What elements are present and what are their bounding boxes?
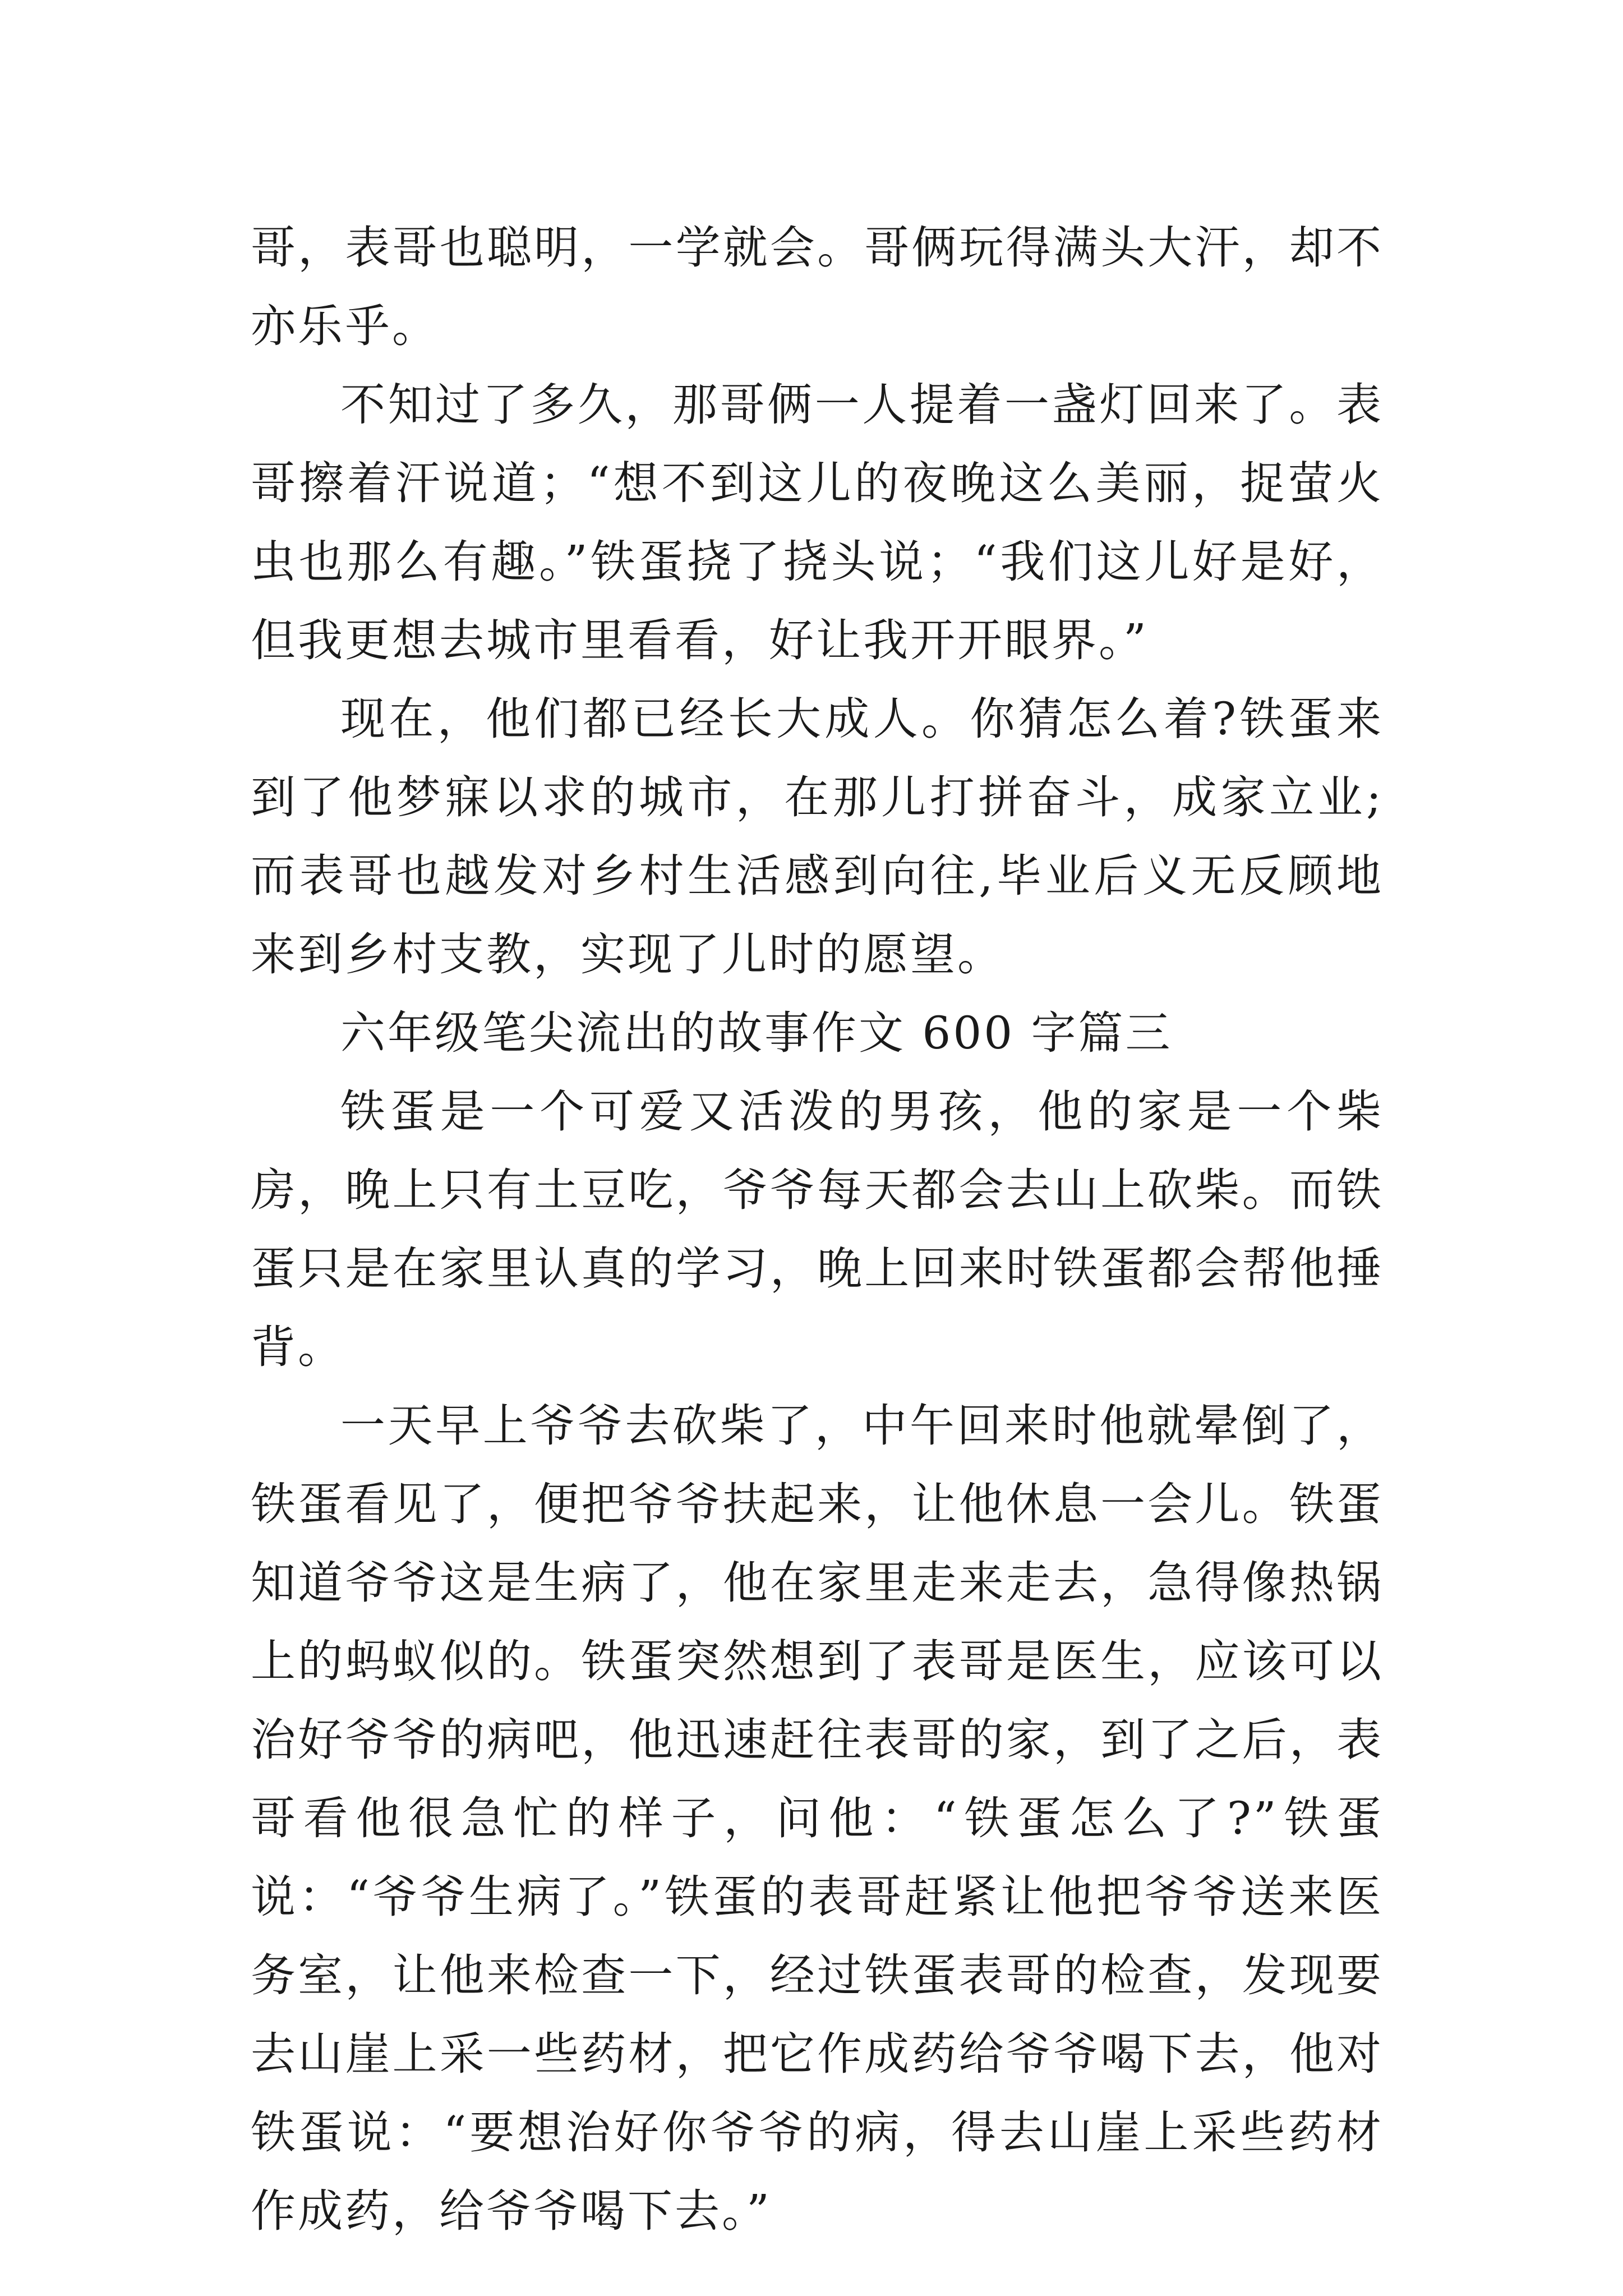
document-body (251, 209, 1384, 2251)
paragraph-continued: 哥，表哥也聪明，一学就会。哥俩玩得满头大汗，却不亦乐乎。 (251, 222, 1384, 352)
paragraph: 不知过了多久，那哥俩一人提着一盏灯回来了。表哥擦着汗说道；“想不到这儿的夜晚这么美丽，捉萤火虫也那么有趣。”铁蛋挠了挠头说；“我们这儿好是好，但我更想去城市里看看，好让我开开眼界。” (251, 379, 1384, 666)
section-heading: 六年级笔尖流出的故事作文 600 字篇三 (340, 1007, 1173, 1059)
paragraph: 一天早上爷爷去砍柴了，中午回来时他就晕倒了，铁蛋看见了，便把爷爷扶起来，让他休息一会儿。铁蛋知道爷爷这是生病了，他在家里走来走去，急得像热锅上的蚂蚁似的。铁蛋突然想到了表哥是医生，应该可以治好爷爷的病吧，他迅速赶往表哥的家，到了之后，表哥看他很急忙的样子，问他：“铁蛋怎么了?”铁蛋说：“爷爷生病了。”铁蛋的表哥赶紧让他把爷爷送来医务室，让他来检查一下，经过铁蛋表哥的检查，发现要去山崖上采一些药材，把它作成药给爷爷喝下去，他对铁蛋说：“要想治好你爷爷的病，得去山崖上采些药材作成药，给爷爷喝下去。” (251, 1400, 1384, 2237)
paragraph: 现在，他们都已经长大成人。你猜怎么着?铁蛋来到了他梦寐以求的城市，在那儿打拼奋斗，成家立业;而表哥也越发对乡村生活感到向往,毕业后义无反顾地来到乡村支教，实现了儿时的愿望。 (251, 693, 1384, 981)
paragraph: 铁蛋是一个可爱又活泼的男孩，他的家是一个柴房，晚上只有土豆吃，爷爷每天都会去山上砍柴。而铁蛋只是在家里认真的学习，晚上回来时铁蛋都会帮他捶背。 (251, 1085, 1384, 1373)
